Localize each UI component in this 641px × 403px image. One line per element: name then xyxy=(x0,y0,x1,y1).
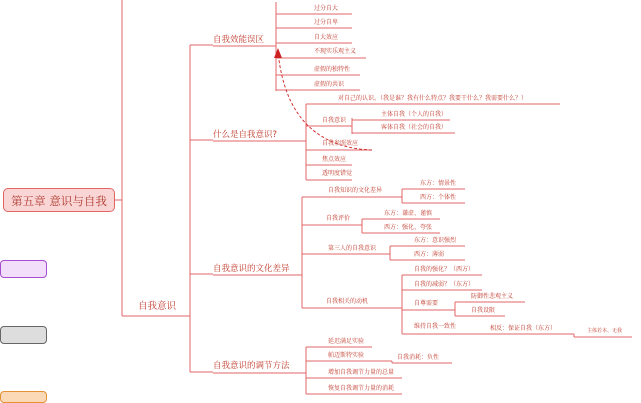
leaf-node[interactable]: 自我消耗：负性 xyxy=(397,354,440,361)
leaf-node[interactable]: 防御性悲观主义 xyxy=(471,293,514,300)
branch-cultural-differences[interactable]: 自我意识的文化差异 xyxy=(213,264,290,274)
leaf-node[interactable]: 第三人的自我意识 xyxy=(328,245,377,252)
leaf-node[interactable]: 主体若本、无我 xyxy=(587,328,623,334)
leaf-node[interactable]: 对自己的认识。（我是谁？我有什么特点？我要干什么？我需要什么？） xyxy=(338,95,528,102)
leaf-node[interactable]: 自我的强化？（西方） xyxy=(414,266,475,273)
collapsed-node-gray[interactable] xyxy=(0,326,47,344)
leaf-node[interactable]: 自我知识的文化差异 xyxy=(328,187,383,194)
collapsed-node-orange[interactable] xyxy=(0,391,47,403)
leaf-node[interactable]: 焦点效应 xyxy=(322,156,347,163)
leaf-node[interactable]: 东方：谦虚、谨慎 xyxy=(384,210,433,217)
root-node[interactable]: 第五章 意识与自我 xyxy=(3,188,115,212)
leaf-node[interactable]: 增加自我调节力量的总量 xyxy=(328,369,395,376)
leaf-node[interactable]: 自尊需要 xyxy=(414,300,439,307)
leaf-node[interactable]: 西方：强化、夸张 xyxy=(384,224,433,231)
branch-what-is-self-awareness[interactable]: 什么是自我意识? xyxy=(213,130,278,140)
leaf-node[interactable]: 延迟满足实验 xyxy=(328,338,365,345)
leaf-node[interactable]: 透明度错觉 xyxy=(322,170,353,177)
leaf-node[interactable]: 西方：薄弱 xyxy=(414,251,445,258)
leaf-node[interactable]: 维持自我一致性 xyxy=(414,323,457,330)
arrowhead-icon xyxy=(274,48,282,58)
leaf-node[interactable]: 自我设限 xyxy=(471,307,496,314)
branch-regulation-methods[interactable]: 自我意识的调节方法 xyxy=(213,361,290,371)
leaf-node[interactable]: 自我评价 xyxy=(326,215,351,222)
branch-self-efficacy-fallacy[interactable]: 自我效能误区 xyxy=(213,35,265,45)
leaf-node[interactable]: 客体自我（社会的自我） xyxy=(381,124,448,131)
level1-node-self-awareness[interactable]: 自我意识 xyxy=(138,301,177,312)
leaf-node[interactable]: 不现实乐观主义 xyxy=(314,48,357,55)
leaf-node[interactable]: 东方：意识强烈 xyxy=(414,237,457,244)
leaf-node[interactable]: 虚假的共识 xyxy=(314,81,345,88)
leaf-node[interactable]: 恢复自我调节力量的消耗 xyxy=(328,385,395,392)
leaf-node[interactable]: 相反：保证自我（东方） xyxy=(490,325,557,332)
leaf-node[interactable]: 东方：情景性 xyxy=(420,180,457,187)
collapsed-node-purple[interactable] xyxy=(0,260,47,278)
leaf-node[interactable]: 过分自大 xyxy=(314,5,339,12)
leaf-node[interactable]: 帕迈斯特实验 xyxy=(328,352,365,359)
leaf-node[interactable]: 自我的减弱？（东方） xyxy=(414,281,475,288)
leaf-node[interactable]: 自我意识 xyxy=(322,117,347,124)
leaf-node[interactable]: 自我参照效应 xyxy=(322,140,359,147)
leaf-node[interactable]: 虚假的独特性 xyxy=(314,66,351,73)
leaf-node[interactable]: 过分自卑 xyxy=(314,19,339,26)
leaf-node[interactable]: 自我相关的动机 xyxy=(326,298,369,305)
leaf-node[interactable]: 主体自我（个人的自我） xyxy=(381,111,448,118)
leaf-node[interactable]: 西方：个体性 xyxy=(420,194,457,201)
leaf-node[interactable]: 自大效应 xyxy=(314,34,339,41)
